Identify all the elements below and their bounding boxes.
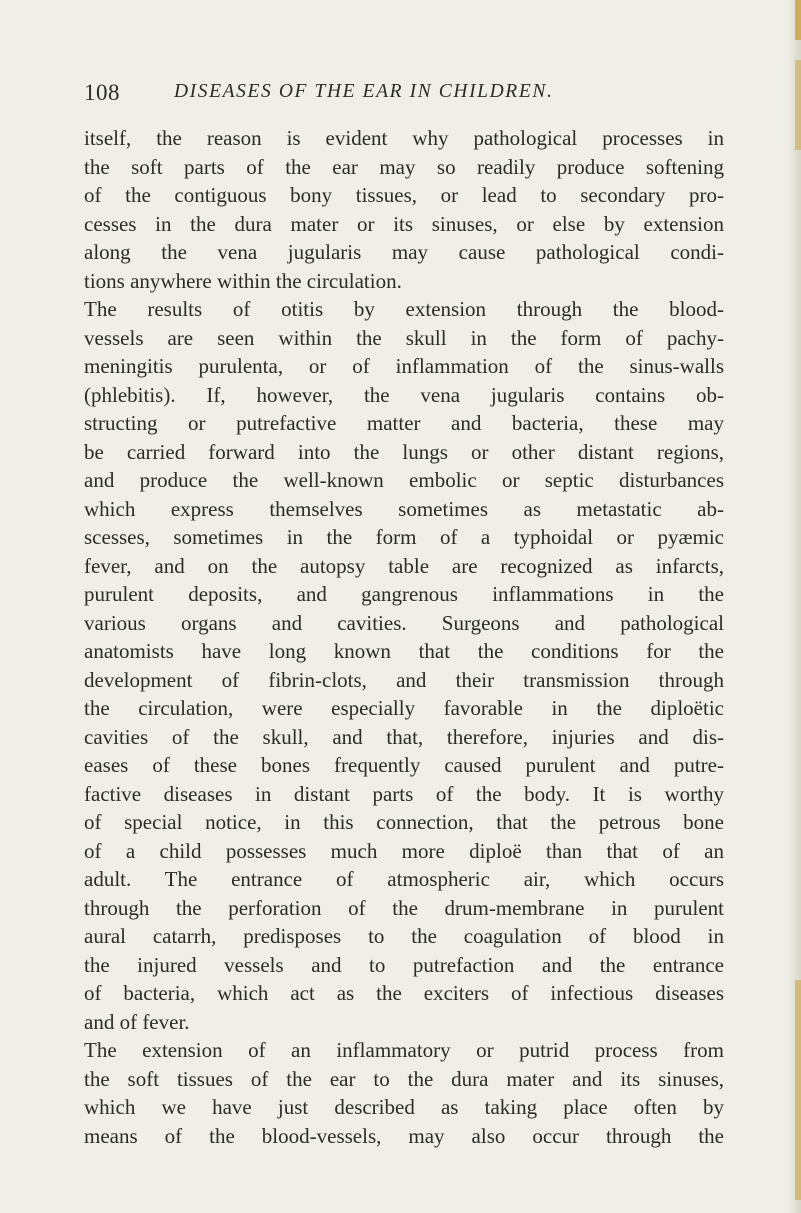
text-line: eases of these bones frequently caused purulent and putre- [84, 753, 724, 777]
page-number: 108 [84, 80, 120, 105]
text-line: itself, the reason is evident why pathological processes in [84, 126, 724, 150]
gilt-edge-top [795, 0, 801, 40]
text-line: means of the blood-vessels, may also occur through the [84, 1123, 724, 1148]
text-line: factive diseases in distant parts of the body. It is worthy [84, 781, 724, 806]
text-line: the soft parts of the ear may so readily produce softening [84, 154, 724, 179]
text-line: purulent deposits, and gangrenous inflammations in the [84, 582, 724, 606]
text-line: which we have just described as taking place often by [84, 1095, 724, 1119]
text-line: and of fever. [84, 1009, 190, 1034]
text-line: and produce the well-known embolic or septic disturbances [84, 468, 724, 492]
text-line: meningitis purulenta, or of inflammation of the sinus-walls [84, 354, 724, 378]
text-line: of bacteria, which act as the exciters of infectious diseases [84, 981, 724, 1005]
text-line: aural catarrh, predisposes to the coagulation of blood in [84, 924, 724, 948]
text-line: various organs and cavities. Surgeons and pathological [84, 610, 724, 635]
text-line: tions anywhere within the circulation. [84, 268, 402, 293]
gilt-edge-upper [795, 60, 801, 150]
text-line: development of fibrin-clots, and their transmission through [84, 667, 724, 692]
text-line: The extension of an inflammatory or putrid process from [84, 1038, 724, 1062]
text-line: cavities of the skull, and that, therefore, injuries and dis- [84, 724, 724, 749]
text-line: cesses in the dura mater or its sinuses, or else by extension [84, 211, 724, 236]
text-line: the soft tissues of the ear to the dura mater and its sinuses, [84, 1066, 724, 1091]
text-line: adult. The entrance of atmospheric air, which occurs [84, 867, 724, 891]
text-line: through the perforation of the drum-membrane in purulent [84, 895, 724, 920]
text-line: The results of otitis by extension through the blood- [84, 297, 724, 321]
text-line: which express themselves sometimes as metastatic ab- [84, 496, 724, 521]
body-text [84, 124, 724, 1150]
text-line: the circulation, were especially favorable in the diploëtic [84, 696, 724, 720]
text-line: scesses, sometimes in the form of a typhoidal or pyæmic [84, 525, 724, 549]
running-head: DISEASES OF THE EAR IN CHILDREN. [174, 81, 554, 102]
text-line: fever, and on the autopsy table are recognized as infarcts, [84, 553, 724, 578]
text-line: of the contiguous bony tissues, or lead to secondary pro- [84, 183, 724, 207]
text-line: vessels are seen within the skull in the form of pachy- [84, 325, 724, 350]
page-header [84, 80, 724, 116]
text-line: of a child possesses much more diploë than that of an [84, 838, 724, 863]
text-line: along the vena jugularis may cause pathological condi- [84, 240, 724, 264]
text-line: of special notice, in this connection, that the petrous bone [84, 810, 724, 834]
gilt-edge-lower [795, 980, 801, 1200]
text-line: (phlebitis). If, however, the vena jugularis contains ob- [84, 382, 724, 407]
text-line: structing or putrefactive matter and bacteria, these may [84, 411, 724, 435]
text-line: be carried forward into the lungs or other distant regions, [84, 439, 724, 464]
text-line: the injured vessels and to putrefaction and the entrance [84, 952, 724, 977]
text-line: anatomists have long known that the conditions for the [84, 639, 724, 663]
